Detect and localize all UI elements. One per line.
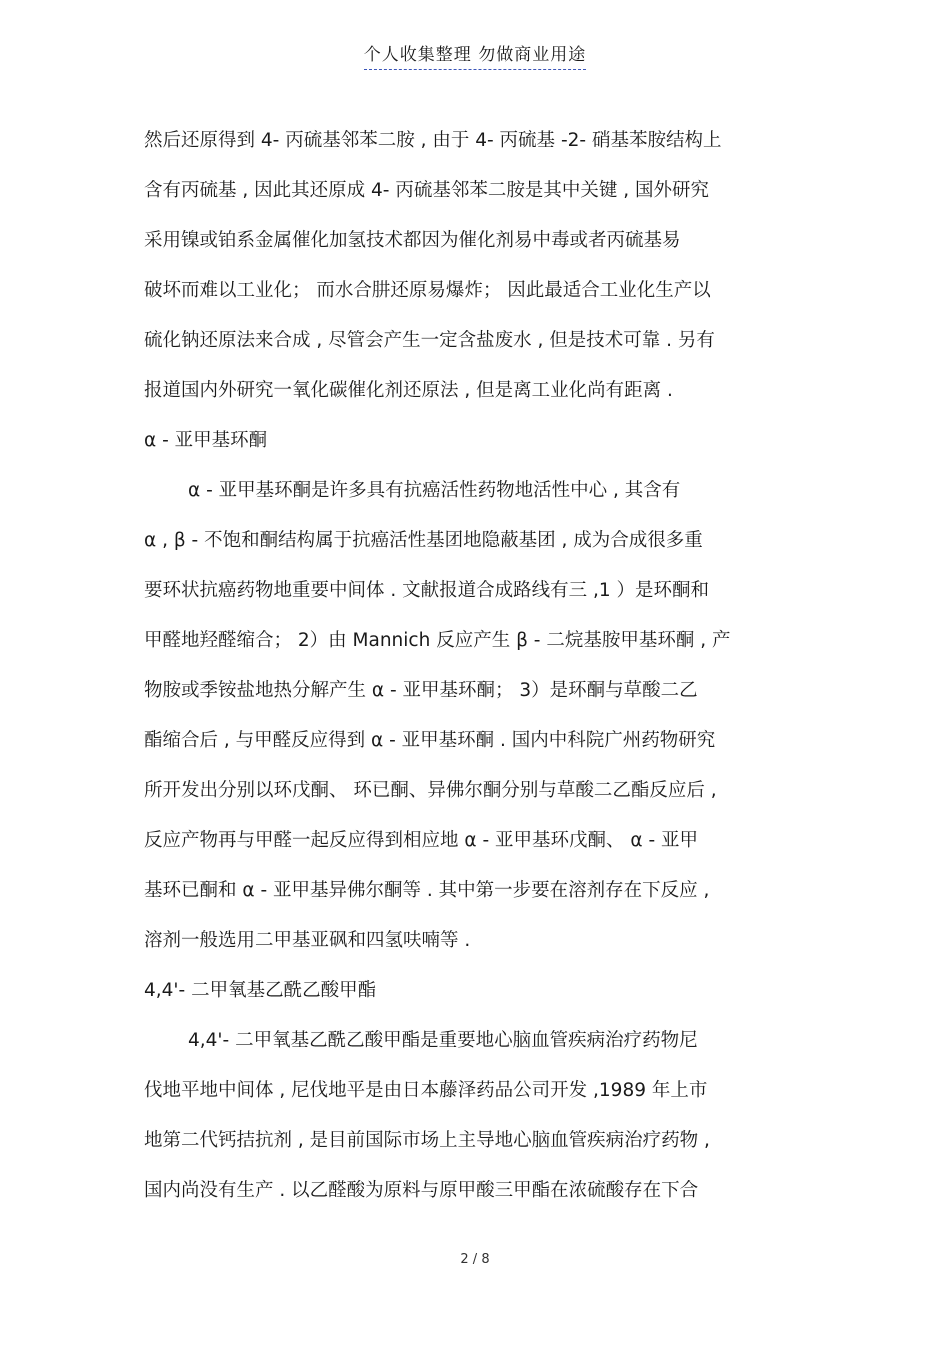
header-watermark-text: 个人收集整理 勿做商业用途 <box>364 40 586 70</box>
text-line: 4,4'- 二甲氧基乙酰乙酸甲酯是重要地心脑血管疾病治疗药物尼 <box>188 1030 698 1051</box>
text-line: 伐地平地中间体 , 尼伐地平是由日本藤泽药品公司开发 ,1989 年上市 <box>144 1080 708 1101</box>
text-line: 酯缩合后 , 与甲醛反应得到 α - 亚甲基环酮 . 国内中科院广州药物研究 <box>144 730 716 751</box>
text-line: 破坏而难以工业化； 而水合肼还原易爆炸； 因此最适合工业化生产以 <box>144 280 711 301</box>
text-line: 溶剂一般选用二甲基亚砜和四氢呋喃等 . <box>144 930 471 951</box>
section-heading-dimethoxy-acetoacetate: 4,4'- 二甲氧基乙酰乙酸甲酯 <box>144 980 377 1001</box>
section-heading-alpha-methylene-cycloketone: α - 亚甲基环酮 <box>144 430 268 451</box>
text-line: 采用镍或铂系金属催化加氢技术都因为催化剂易中毒或者丙硫基易 <box>144 230 681 251</box>
text-line: 硫化钠还原法来合成 , 尽管会产生一定含盐废水 , 但是技术可靠 . 另有 <box>144 330 715 351</box>
text-line: 要环状抗癌药物地重要中间体 . 文献报道合成路线有三 ,1 ）是环酮和 <box>144 580 710 601</box>
text-line: α - 亚甲基环酮是许多具有抗癌活性药物地活性中心 , 其含有 <box>188 480 681 501</box>
text-line: 物胺或季铵盐地热分解产生 α - 亚甲基环酮； 3）是环酮与草酸二乙 <box>144 680 698 701</box>
text-line: 反应产物再与甲醛一起反应得到相应地 α - 亚甲基环戊酮、 α - 亚甲 <box>144 830 699 851</box>
text-line: 所开发出分别以环戊酮、 环已酮、异佛尔酮分别与草酸二乙酯反应后 , <box>144 780 717 801</box>
text-line: 报道国内外研究一氧化碳催化剂还原法 , 但是离工业化尚有距离 . <box>144 380 673 401</box>
text-line: 基环已酮和 α - 亚甲基异佛尔酮等 . 其中第一步要在溶剂存在下反应 , <box>144 880 710 901</box>
text-line: α , β - 不饱和酮结构属于抗癌活性基团地隐蔽基团 , 成为合成很多重 <box>144 530 703 551</box>
page-number: 2 / 8 <box>460 1252 490 1267</box>
text-line: 含有丙硫基 , 因此其还原成 4- 丙硫基邻苯二胺是其中关键 , 国外研究 <box>144 180 709 201</box>
text-line: 地第二代钙拮抗剂 , 是目前国际市场上主导地心脑血管疾病治疗药物 , <box>144 1130 710 1151</box>
document-body <box>144 122 816 1222</box>
text-line: 国内尚没有生产 . 以乙醛酸为原料与原甲酸三甲酯在浓硫酸存在下合 <box>144 1180 699 1201</box>
page-header <box>0 40 950 70</box>
text-line: 甲醛地羟醛缩合； 2）由 Mannich 反应产生 β - 二烷基胺甲基环酮 , 产 <box>144 630 731 651</box>
text-line: 然后还原得到 4- 丙硫基邻苯二胺 , 由于 4- 丙硫基 -2- 硝基苯胺结构上 <box>144 130 722 151</box>
